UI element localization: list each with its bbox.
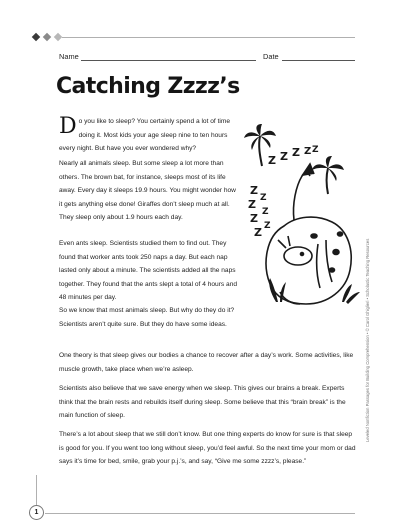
paragraph-conclusion: There’s a lot about sleep that we still don’t know. But one thing experts do know for sure is that sleep is good for you. If you went too long without sleep, you’d feel awful. So the next time your mom or dad says it’s time for bed, smile, grab your p.j.’s, and say, “Give me some zzzz’s, please.” xyxy=(59,431,356,465)
zzz-letter: Z xyxy=(262,207,269,217)
paragraph-animals: Nearly all animals sleep. But some sleep a lot more than others. The brown bat, for instance, sleeps most of its life away. Every day it sleeps 19.9 hours. You might wonder how it gets anything else done! Giraffes don’t sleep much at all. They sleep only about 1.9 hours each day. xyxy=(59,160,236,221)
intro-text: o you like to sleep? You certainly spend a lot of time doing it. Most kids your age sleep nine to ten hours every night. But have you ever wondered why? xyxy=(59,118,231,152)
diamond-light xyxy=(54,33,62,41)
palm-tree-right-icon xyxy=(312,156,344,194)
drop-cap: D xyxy=(59,114,77,139)
zzz-letter: Z xyxy=(260,193,267,203)
page-title: Catching Zzzz’s xyxy=(56,74,240,99)
zzz-letter: Z xyxy=(292,146,300,159)
zzz-letter: Z xyxy=(312,145,319,155)
giraffe-icon xyxy=(266,164,351,304)
zzz-letter: Z xyxy=(254,226,262,239)
side-credit: Leveled Nonfiction Passages for Building Comprehension • © Carol Ghiglieri • Scholastic Teaching Resources xyxy=(365,238,370,442)
paragraph-why: So we know that most animals sleep. But why do they do it? Scientists aren’t quite sure. But they do have some ideas. xyxy=(59,307,235,328)
header-diamonds xyxy=(33,34,61,40)
paragraph-energy: Scientists also believe that we save energy when we sleep. This gives our brains a break. Experts think that the brain rests and rebuilds itself during sleep. Some believe that this “brain break” is the main function of sleep. xyxy=(59,385,346,419)
top-rule xyxy=(62,37,355,38)
zzz-letter: Z xyxy=(250,212,258,225)
sleeping-giraffe-illustration xyxy=(240,124,365,319)
zzz-letter: Z xyxy=(248,198,256,211)
zzz-letter: Z xyxy=(268,154,276,167)
page-number: 1 xyxy=(29,505,44,520)
bottom-rule xyxy=(45,513,355,514)
date-line xyxy=(282,60,355,61)
intro-paragraph xyxy=(59,115,239,156)
paragraph-theory: One theory is that sleep gives our bodies a chance to recover after a day’s work. Some activities, like muscle growth, take place when we’re asleep. xyxy=(59,352,354,373)
zzz-letter: Z xyxy=(264,221,271,231)
date-label: Date xyxy=(263,52,279,61)
zzz-letter: Z xyxy=(280,150,288,163)
name-line xyxy=(81,60,256,61)
zzz-letter: Z xyxy=(250,184,258,197)
zzz-letter: Z xyxy=(304,146,312,157)
diamond-mid xyxy=(43,33,51,41)
name-label: Name xyxy=(59,52,79,61)
paragraph-ants: Even ants sleep. Scientists studied them to find out. They found that worker ants took 250 naps a day. But each nap lasted only about a minute. The scientists added all the naps together. They found that the ants slept a total of 4 hours and 48 minutes per day. xyxy=(59,240,238,301)
diamond-dark xyxy=(32,33,40,41)
